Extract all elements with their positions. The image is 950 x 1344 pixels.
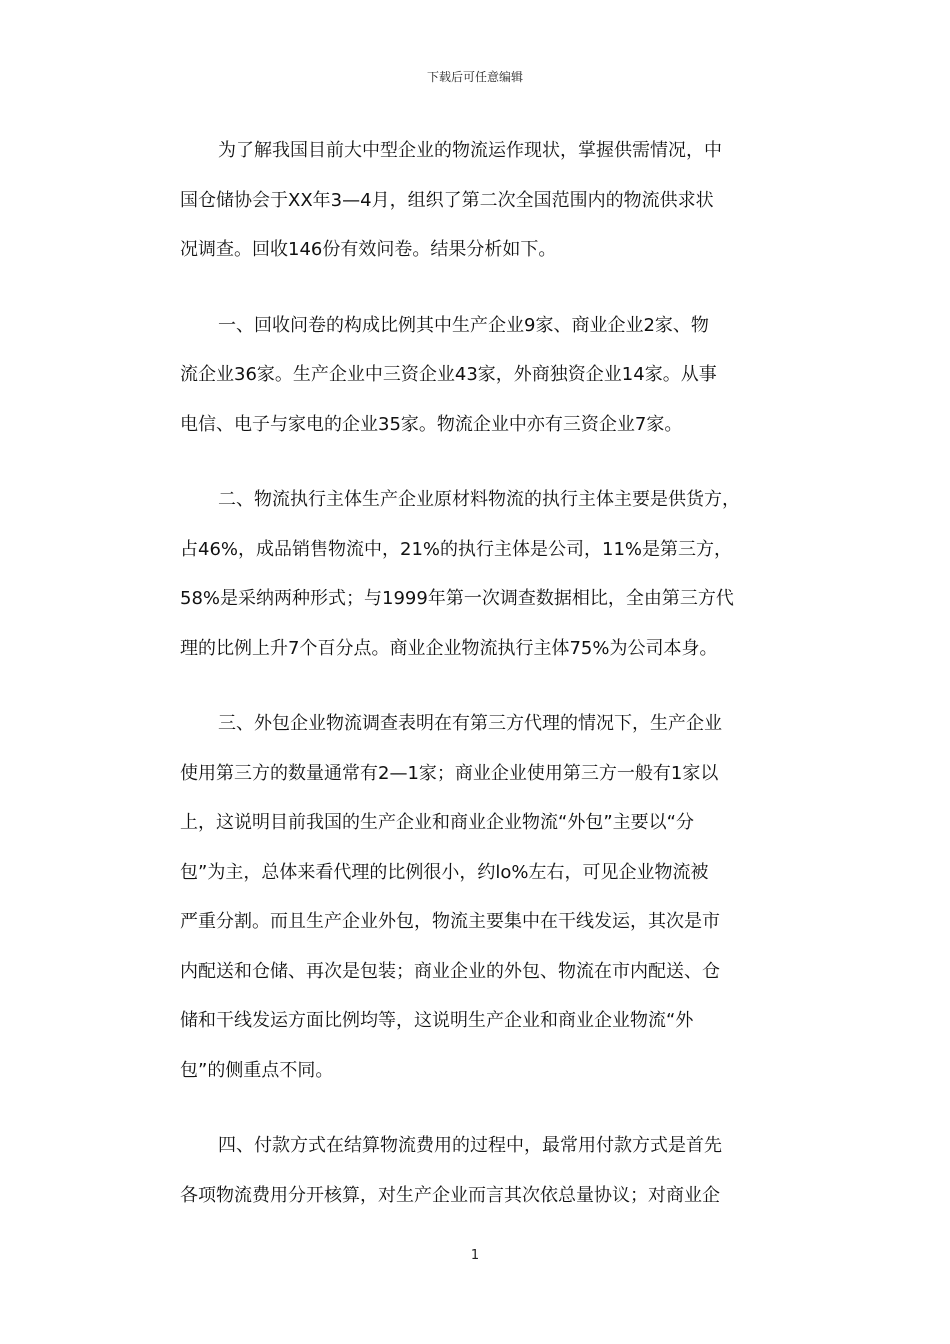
text-line: 一、回收问卷的构成比例其中生产企业9家、商业企业2家、物 (218, 314, 709, 336)
text-line: 使用第三方的数量通常有2—1家；商业企业使用第三方一般有1家以 (180, 762, 719, 784)
text-line: 电信、电子与家电的企业35家。物流企业中亦有三资企业7家。 (180, 413, 683, 435)
text-line: 内配送和仓储、再次是包装；商业企业的外包、物流在市内配送、仓 (180, 960, 720, 982)
paragraph-intro (180, 126, 780, 275)
text-line: 包”的侧重点不同。 (180, 1059, 334, 1081)
text-line: 58%是采纳两种形式；与1999年第一次调查数据相比，全由第三方代 (180, 588, 734, 609)
paragraph-section-3 (180, 699, 780, 1095)
text-line: 四、付款方式在结算物流费用的过程中，最常用付款方式是首先 (218, 1135, 722, 1156)
text-line: 各项物流费用分开核算，对生产企业而言其次依总量协议；对商业企 (180, 1184, 720, 1206)
text-line: 三、外包企业物流调查表明在有第三方代理的情况下，生产企业 (218, 713, 722, 734)
text-line: 包”为主，总体来看代理的比例很小，约lo%左右，可见企业物流被 (180, 861, 709, 883)
text-line: 储和干线发运方面比例均等，这说明生产企业和商业企业物流“外 (180, 1010, 694, 1031)
text-line: 严重分割。而且生产企业外包，物流主要集中在干线发运，其次是市 (180, 911, 720, 932)
text-line: 二、物流执行主体生产企业原材料物流的执行主体主要是供货方， (218, 489, 740, 510)
page-number: 1 (470, 1248, 480, 1263)
text-line: 理的比例上升7个百分点。商业企业物流执行主体75%为公司本身。 (180, 637, 718, 659)
text-line: 流企业36家。生产企业中三资企业43家，外商独资企业14家。从事 (180, 364, 717, 385)
paragraph-section-1 (180, 301, 780, 450)
text-line: 上，这说明目前我国的生产企业和商业企业物流“外包”主要以“分 (180, 812, 694, 833)
text-line: 况调查。回收146份有效问卷。结果分析如下。 (180, 239, 557, 260)
paragraph-section-4 (180, 1121, 780, 1220)
text-line: 占46%，成品销售物流中，21%的执行主体是公司，11%是第三方， (180, 538, 733, 560)
text-line: 国仓储协会于XX年3—4月，组织了第二次全国范围内的物流供求状 (180, 189, 714, 211)
text-line: 为了解我国目前大中型企业的物流运作现状，掌握供需情况，中 (218, 140, 722, 161)
paragraph-section-2 (180, 475, 780, 673)
header-note: 下载后可任意编辑 (426, 70, 523, 84)
document-body (180, 126, 780, 1246)
